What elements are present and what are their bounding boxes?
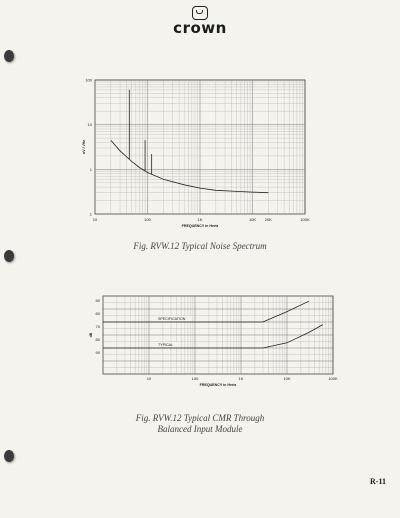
y-tick-label: 90	[95, 350, 100, 355]
cmr-caption-line-2: Balanced Input Module	[157, 424, 243, 434]
x-tick-label: 10	[92, 217, 98, 222]
x-tick-label: 1K	[197, 217, 203, 222]
x-tick-label: 100K	[300, 217, 310, 222]
cmr-series-line	[103, 325, 323, 348]
noise-spectrum-caption: Fig. RVW.12 Typical Noise Spectrum	[133, 241, 267, 251]
y-tick-label: 1	[89, 166, 92, 172]
cmr-caption-line-1: Fig. RVW.12 Typical CMR Through	[135, 413, 265, 423]
x-tick-label: 100	[144, 217, 151, 222]
x-tick-label: 100	[191, 376, 199, 381]
cmr-series-line	[103, 301, 309, 322]
x-tick-label: 10	[146, 376, 152, 381]
series-label: TYPICAL	[158, 343, 173, 347]
y-axis-label: dB	[89, 332, 93, 338]
x-axis-label: FREQUENCY in Hertz	[199, 383, 237, 387]
x-axis-label: FREQUENCY in Hertz	[181, 224, 219, 228]
y-tick-label: 100	[85, 77, 92, 83]
x-tick-label: 100K	[328, 376, 338, 381]
y-tick-label: 50	[95, 298, 100, 303]
series-label: SPECIFICATION	[158, 317, 186, 321]
y-tick-label: 10	[87, 122, 92, 128]
x-tick-label: 10K	[248, 217, 257, 222]
y-tick-label: 80	[95, 337, 100, 342]
x-tick-label: 1K	[238, 376, 244, 381]
y-axis-label: nV / √Hz	[82, 140, 86, 154]
brand-name: crown	[173, 19, 227, 37]
x-tick-label: 20K	[264, 217, 272, 222]
x-tick-label: 10K	[283, 376, 291, 381]
page-number: R-11	[370, 477, 386, 486]
y-tick-label: .1	[88, 211, 92, 217]
y-tick-label: 70	[95, 324, 100, 329]
y-tick-label: 60	[95, 311, 100, 316]
